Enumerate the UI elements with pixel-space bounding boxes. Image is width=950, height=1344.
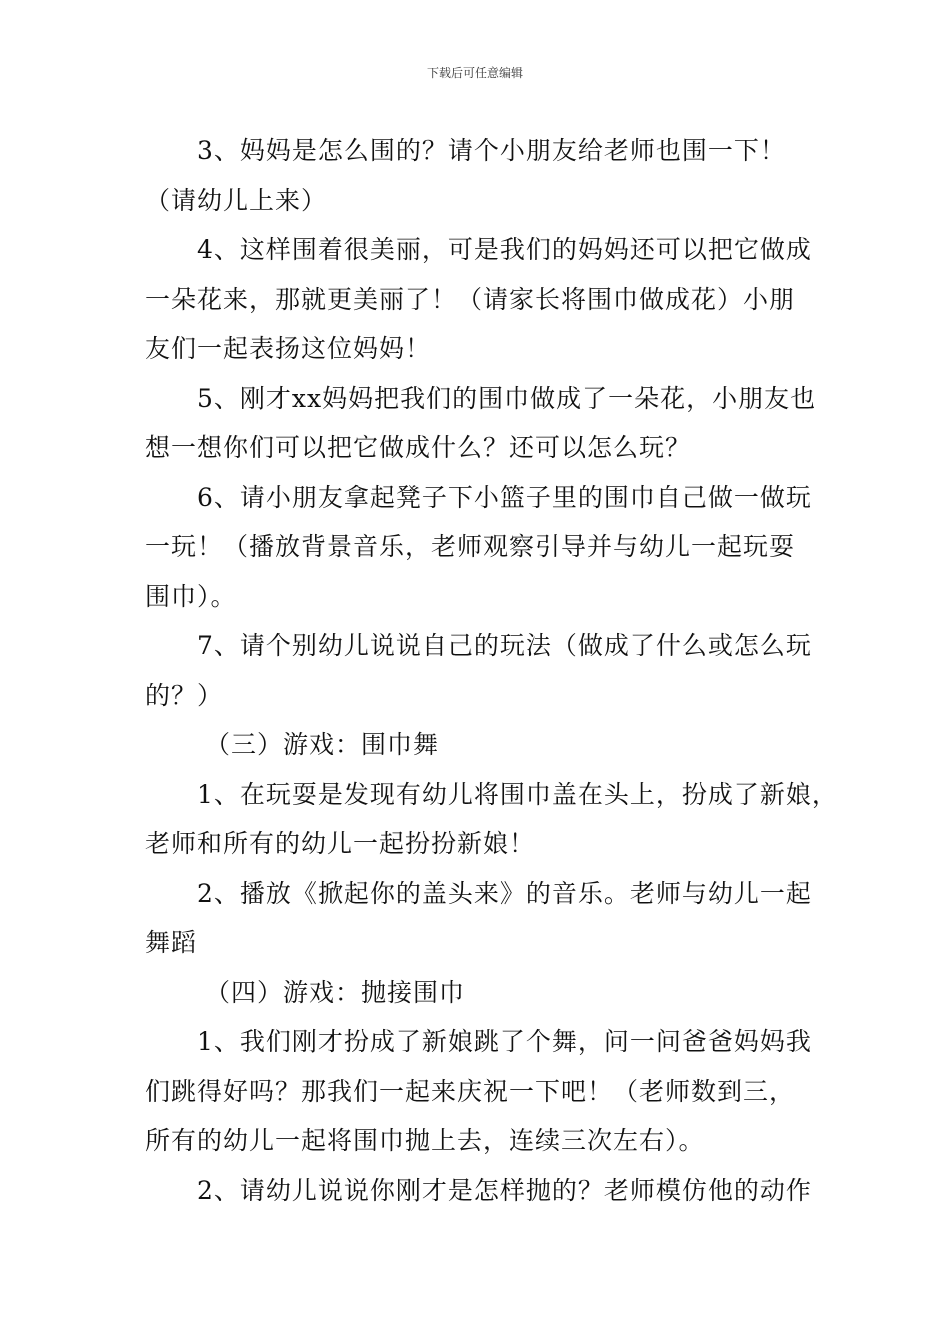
paragraph-line: 友们一起表扬这位妈妈！: [145, 334, 432, 363]
paragraph-line: 所有的幼儿一起将围巾抛上去，连续三次左右）。: [145, 1126, 705, 1155]
paragraph-line: 的？）: [145, 680, 224, 710]
document-body: [145, 126, 838, 1215]
paragraph-line: 7、请个别幼儿说说自己的玩法（做成了什么或怎么玩: [197, 631, 812, 660]
paragraph-line: 5、刚才xx妈妈把我们的围巾做成了一朵花，小朋友也: [197, 383, 817, 413]
paragraph-line: 2、请幼儿说说你刚才是怎样抛的？老师模仿他的动作: [197, 1175, 812, 1205]
paragraph-line: 4、这样围着很美丽，可是我们的妈妈还可以把它做成: [197, 235, 812, 264]
paragraph-line: 2、播放《掀起你的盖头来》的音乐。老师与幼儿一起: [197, 878, 812, 908]
section-heading: （三）游戏：围巾舞: [205, 730, 440, 759]
paragraph-line: 舞蹈: [145, 928, 198, 957]
paragraph-line: 1、我们刚才扮成了新娘跳了个舞，问一问爸爸妈妈我: [197, 1027, 812, 1056]
section-heading: （四）游戏：抛接围巾: [205, 977, 466, 1007]
page-header-note: 下载后可任意编辑: [426, 66, 523, 80]
paragraph-line: 想一想你们可以把它做成什么？还可以怎么玩？: [145, 433, 692, 462]
paragraph-line: 围巾）。: [145, 581, 237, 611]
paragraph-line: 一玩！（播放背景音乐，老师观察引导并与幼儿一起玩耍: [145, 532, 796, 561]
paragraph-line: 老师和所有的幼儿一起扮扮新娘！: [145, 829, 536, 858]
paragraph-line: （请幼儿上来）: [145, 185, 328, 215]
paragraph-line: 们跳得好吗？那我们一起来庆祝一下吧！（老师数到三，: [145, 1076, 796, 1106]
paragraph-line: 6、请小朋友拿起凳子下小篮子里的围巾自己做一做玩: [197, 482, 812, 512]
paragraph-line: 1、在玩耍是发现有幼儿将围巾盖在头上，扮成了新娘，: [197, 779, 838, 809]
paragraph-line: 3、妈妈是怎么围的？请个小朋友给老师也围一下！: [197, 136, 786, 165]
paragraph-line: 一朵花来，那就更美丽了！（请家长将围巾做成花）小朋: [145, 284, 796, 314]
